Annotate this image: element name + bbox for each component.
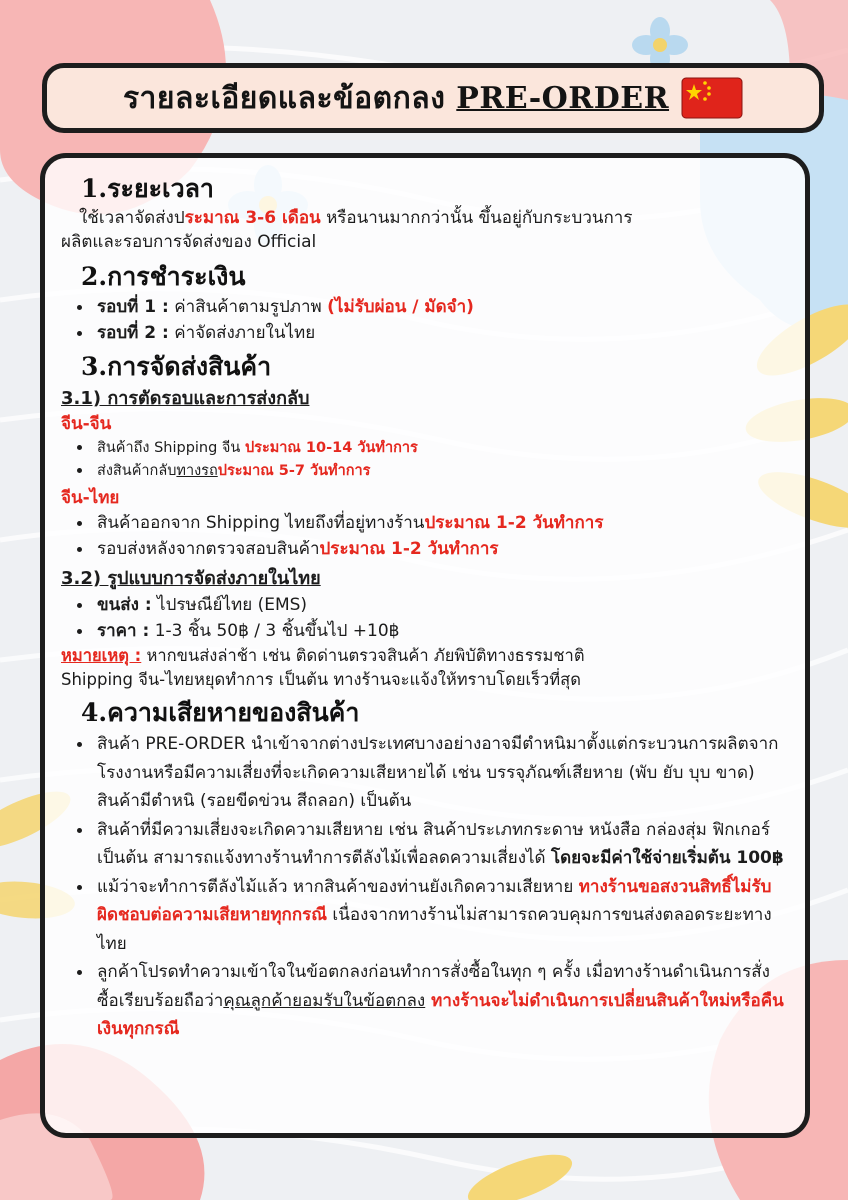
shipping-list xyxy=(61,592,789,644)
damage-3-text: แม้ว่าจะทำการตีลังไม้แล้ว หากสินค้าของท่านยังเกิดความเสียหาย xyxy=(97,876,579,897)
shipping-price-label: ราคา : xyxy=(97,621,150,641)
cn-cn-2-underline: ทางรถ xyxy=(176,463,218,479)
cn-th-1-text: สินค้าออกจาก Shipping ไทยถึงที่อยู่ทางร้าน xyxy=(97,513,425,533)
payment-round-2-text: ค่าจัดส่งภายในไทย xyxy=(168,323,316,343)
damage-item-3 xyxy=(93,873,789,959)
section-2-heading: 2.การชำระเงิน xyxy=(81,262,246,291)
terms-panel xyxy=(40,153,810,1138)
damage-list xyxy=(61,730,789,1044)
damage-2-bold: โดยจะมีค่าใช้จ่ายเริ่มต้น 100฿ xyxy=(551,848,784,868)
shipping-price xyxy=(93,618,789,644)
payment-round-1 xyxy=(93,294,789,320)
shipping-carrier xyxy=(93,592,789,618)
shipping-carrier-label: ขนส่ง : xyxy=(97,595,152,615)
cn-th-2-red: ประมาณ 1-2 วันทำการ xyxy=(319,539,499,559)
note-label: หมายเหตุ : xyxy=(61,646,142,665)
section-4-heading: 4.ความเสียหายของสินค้า xyxy=(81,698,360,727)
subsection-3-1: 3.1) การตัดรอบและการส่งกลับ xyxy=(61,388,310,409)
group-china-china: จีน-จีน xyxy=(61,414,112,434)
list-item xyxy=(93,459,789,482)
china-flag-icon xyxy=(681,77,743,119)
list-item xyxy=(93,436,789,459)
list-item xyxy=(93,510,789,536)
cn-cn-1-text: สินค้าถึง Shipping จีน xyxy=(97,440,245,456)
payment-round-1-label: รอบที่ 1 : xyxy=(97,297,169,317)
s1-text-b: หรือนานมากกว่านั้น ขึ้นอยู่กับกระบวนการ xyxy=(320,208,633,228)
damage-4-underline: คุณลูกค้ายอมรับในข้อตกลง xyxy=(223,990,426,1011)
section-1-text-2: ผลิตและรอบการจัดส่งของ Official xyxy=(61,232,317,252)
cn-cn-2-red: ประมาณ 5-7 วันทำการ xyxy=(217,463,371,479)
note-line-1: หากขนส่งล่าช้า เช่น ติดด่านตรวจสินค้า ภัยพิบัติทางธรรมชาติ xyxy=(141,646,585,665)
shipping-price-text: 1-3 ชิ้น 50฿ / 3 ชิ้นขึ้นไป +10฿ xyxy=(149,621,400,641)
page-title xyxy=(123,75,669,122)
shipping-carrier-text: ไปรษณีย์ไทย (EMS) xyxy=(151,595,308,615)
damage-item-4 xyxy=(93,958,789,1044)
damage-3-red: ทางร้านขอสงวนสิทธิ์ไม่รับผิดชอบต่อความเสียหายทุกกรณี xyxy=(97,876,772,925)
s1-text-a: ใช้เวลาจัดส่งป xyxy=(79,208,185,228)
list-item xyxy=(93,536,789,562)
shipping-note-2: Shipping จีน-ไทยหยุดทำการ เป็นต้น ทางร้านจะแจ้งให้ทราบโดยเร็วที่สุด xyxy=(61,670,581,689)
damage-item-1: • สินค้า PRE-ORDER นำเข้าจากต่างประเทศบางอย่างอาจมีตำหนิมาตั้งแต่กระบวนการผลิตจากโรงงานหรือมีความเสี่ยงที่จะเกิดความเสียหายได้ เช่น บรรจุภัณฑ์เสียหาย (พับ ยับ บุบ ขาด) สินค้ามีตำหนิ (รอยขีดข่วน สีถลอก) เป็นต้น xyxy=(93,730,789,816)
damage-3-tail: เนื่องจากทางร้านไม่สามารถควบคุมการขนส่งตลอดระยะทางไทย xyxy=(97,905,772,954)
section-1-text xyxy=(61,206,789,230)
damage-4-text: ลูกค้าโปรดทำความเข้าใจในข้อตกลงก่อนทำการสั่งซื้อในทุก ๆ ครั้ง เมื่อทางร้านดำเนินการสั่งซื้อเรียบร้อยถือว่า xyxy=(97,962,770,1011)
shipping-note xyxy=(61,644,789,668)
damage-2-text: สินค้าที่มีความเสี่ยงจะเกิดความเสียหาย เช่น สินค้าประเภทกระดาษ หนังสือ กล่องสุ่ม ฟิกเกอร์ เป็นต้น สามารถแจ้งทางร้านทำการตีลังไม้เพื่อลดความเสี่ยงได้ xyxy=(97,819,771,868)
section-3-heading: 3.การจัดส่งสินค้า xyxy=(81,352,272,381)
payment-round-1-note: (ไม่รับผ่อน / มัดจำ) xyxy=(327,297,474,317)
damage-4-red: ทางร้านจะไม่ดำเนินการเปลี่ยนสินค้าใหม่หรือคืนเงินทุกกรณี xyxy=(97,990,784,1039)
china-china-list xyxy=(61,436,789,482)
title-banner xyxy=(42,63,824,133)
payment-round-2 xyxy=(93,320,789,346)
cn-cn-1-red: ประมาณ 10-14 วันทำการ xyxy=(244,440,418,456)
title-main: รายละเอียดและข้อตกลง xyxy=(122,80,446,116)
section-1-heading: 1.ระยะเวลา xyxy=(81,174,214,203)
cn-th-1-red: ประมาณ 1-2 วันทำการ xyxy=(424,513,604,533)
cn-cn-2-text: ส่งสินค้ากลับ xyxy=(97,463,177,479)
payment-round-2-label: รอบที่ 2 : xyxy=(97,323,169,343)
cn-th-2-text: รอบส่งหลังจากตรวจสอบสินค้า xyxy=(97,539,320,559)
subsection-3-2: 3.2) รูปแบบการจัดส่งภายในไทย xyxy=(61,568,321,589)
s1-text-red: ระมาณ 3-6 เดือน xyxy=(184,208,321,228)
group-china-thai: จีน-ไทย xyxy=(61,488,120,508)
payment-list xyxy=(61,294,789,346)
china-thai-list xyxy=(61,510,789,562)
payment-round-1-text: ค่าสินค้าตามรูปภาพ xyxy=(168,297,328,317)
title-tag: PRE-ORDER xyxy=(456,80,670,116)
damage-item-2 xyxy=(93,816,789,873)
